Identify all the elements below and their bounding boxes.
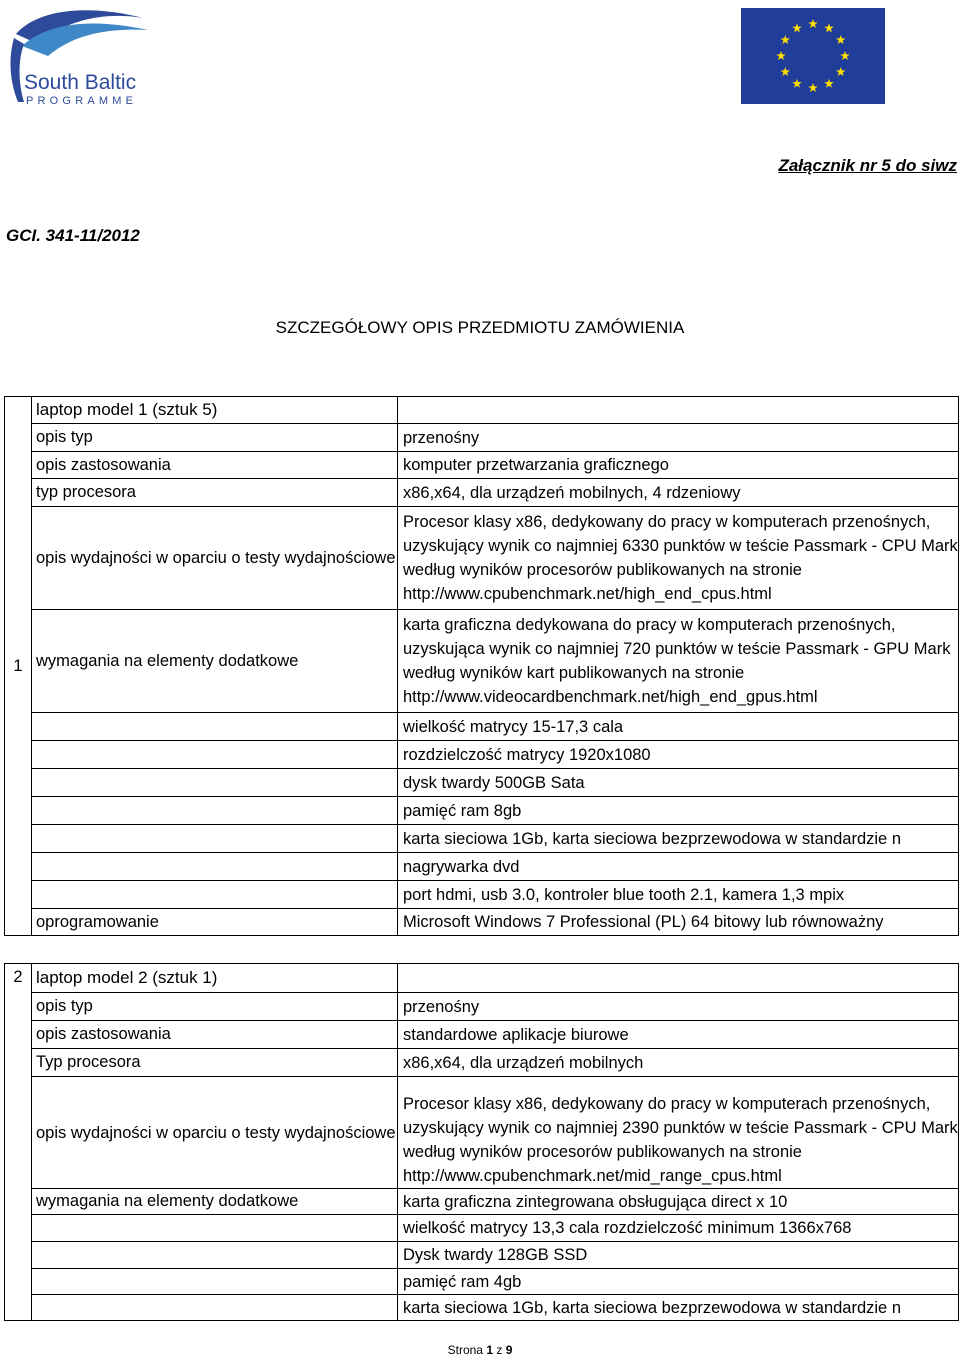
section-title: laptop model 2 (sztuk 1) (32, 964, 398, 993)
row-label: opis zastosowania (32, 1021, 398, 1049)
row-value: Microsoft Windows 7 Professional (PL) 64 bitowy lub równoważny (398, 909, 959, 936)
document-title: SZCZEGÓŁOWY OPIS PRZEDMIOTU ZAMÓWIENIA (275, 318, 685, 337)
row-value: komputer przetwarzania graficznego (398, 452, 959, 479)
section-title: laptop model 1 (sztuk 5) (32, 397, 398, 424)
table-row (5, 769, 959, 797)
row-label: opis wydajności w oparciu o testy wydajnościowe (32, 1077, 398, 1189)
eu-flag-logo (741, 8, 885, 104)
row-value: pamięć ram 8gb (398, 797, 959, 825)
row-label (32, 1295, 398, 1321)
row-label: opis wydajności w oparciu o testy wydajnościowe (32, 507, 398, 610)
south-baltic-programme-logo (8, 4, 158, 108)
table-row (5, 713, 959, 741)
row-value: port hdmi, usb 3.0, kontroler blue tooth 2.1, kamera 1,3 mpix (398, 881, 959, 909)
row-label (32, 797, 398, 825)
row-value: Dysk twardy 128GB SSD (398, 1242, 959, 1269)
table-row (5, 797, 959, 825)
table-row (5, 909, 959, 936)
row-value: dysk twardy 500GB Sata (398, 769, 959, 797)
row-label (32, 881, 398, 909)
table-row (5, 825, 959, 853)
row-value: x86,x64, dla urządzeń mobilnych, 4 rdzeniowy (398, 479, 959, 507)
table-row (5, 1049, 959, 1077)
spec-table-laptop-2 (4, 963, 959, 1321)
table-row (5, 1189, 959, 1215)
row-label: typ procesora (32, 479, 398, 507)
section-header-empty (398, 397, 959, 424)
row-label (32, 1215, 398, 1242)
table-row (5, 741, 959, 769)
row-value: wielkość matrycy 13,3 cala rozdzielczość minimum 1366x768 (398, 1215, 959, 1242)
table-row (5, 1242, 959, 1269)
table-row (5, 1215, 959, 1242)
reference-number: GCI. 341-11/2012 (6, 226, 140, 245)
table-row (5, 1077, 959, 1189)
row-label (32, 769, 398, 797)
row-value: karta sieciowa 1Gb, karta sieciowa bezprzewodowa w standardzie n (398, 825, 959, 853)
row-label (32, 1242, 398, 1269)
row-value: przenośny (398, 424, 959, 452)
page-footer (0, 1343, 960, 1357)
row-value: nagrywarka dvd (398, 853, 959, 881)
table-row (5, 993, 959, 1021)
table-row (5, 881, 959, 909)
table-row (5, 853, 959, 881)
row-value: Procesor klasy x86, dedykowany do pracy w komputerach przenośnych, uzyskujący wynik co najmniej 2390 punktów w teście Passmark - CPU Mark według wyników procesorów publikowanych na stronie http://www.cpubenchmark.net/mid_range_cpus.html (398, 1077, 959, 1189)
row-value: standardowe aplikacje biurowe (398, 1021, 959, 1049)
table-row (5, 452, 959, 479)
annex-label: Załącznik nr 5 do siwz (778, 156, 957, 175)
row-label: opis zastosowania (32, 452, 398, 479)
row-label: Typ procesora (32, 1049, 398, 1077)
row-value: karta graficzna dedykowana do pracy w komputerach przenośnych, uzyskująca wynik co najmniej 720 punktów w teście Passmark - GPU Mark według wyników kart publikowanych na stronie http://www.videocardbenchmark.net/high_end_gpus.html (398, 610, 959, 713)
section-number: 2 (5, 964, 32, 1321)
row-value: karta graficzna zintegrowana obsługująca direct x 10 (398, 1189, 959, 1215)
row-label: opis typ (32, 993, 398, 1021)
section-number: 1 (5, 397, 32, 936)
row-label (32, 741, 398, 769)
section-header-empty (398, 964, 959, 993)
table-row (5, 479, 959, 507)
footer-prefix: Strona (447, 1343, 483, 1357)
footer-total: 9 (505, 1343, 513, 1357)
row-value: wielkość matrycy 15-17,3 cala (398, 713, 959, 741)
row-label: opis typ (32, 424, 398, 452)
section-header-row (5, 964, 959, 993)
row-label (32, 853, 398, 881)
sbp-logo-name: South Baltic (24, 71, 137, 94)
footer-sep: z (496, 1343, 503, 1357)
row-label (32, 1269, 398, 1295)
row-value: karta sieciowa 1Gb, karta sieciowa bezprzewodowa w standardzie n (398, 1295, 959, 1321)
table-row (5, 507, 959, 610)
table-row (5, 424, 959, 452)
row-label: oprogramowanie (32, 909, 398, 936)
spec-table-laptop-1 (4, 396, 959, 936)
row-value: rozdzielczość matrycy 1920x1080 (398, 741, 959, 769)
row-label: wymagania na elementy dodatkowe (32, 610, 398, 713)
sbp-logo-sub: PROGRAMME (26, 95, 138, 107)
row-value: x86,x64, dla urządzeń mobilnych (398, 1049, 959, 1077)
row-value: pamięć ram 4gb (398, 1269, 959, 1295)
table-row (5, 1295, 959, 1321)
row-value: przenośny (398, 993, 959, 1021)
table-row (5, 1269, 959, 1295)
row-label (32, 713, 398, 741)
table-row (5, 1021, 959, 1049)
row-label (32, 825, 398, 853)
row-label: wymagania na elementy dodatkowe (32, 1189, 398, 1215)
section-header-row (5, 397, 959, 424)
footer-page: 1 (486, 1343, 493, 1357)
row-value: Procesor klasy x86, dedykowany do pracy w komputerach przenośnych, uzyskujący wynik co najmniej 6330 punktów w teście Passmark - CPU Mark według wyników procesorów publikowanych na stronie http://www.cpubenchmark.net/high_end_cpus.html (398, 507, 959, 610)
table-row (5, 610, 959, 713)
